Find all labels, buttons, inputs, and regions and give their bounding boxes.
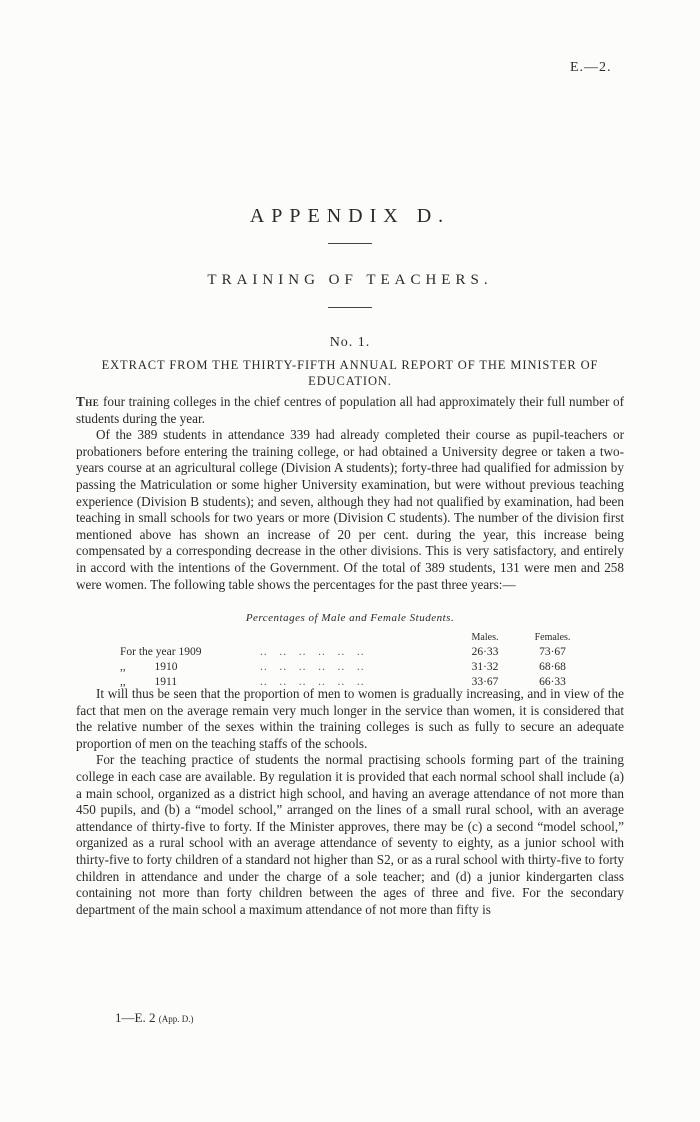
table-row bbox=[120, 661, 580, 676]
title-rule bbox=[328, 243, 372, 244]
males-value: 33·67 bbox=[471, 676, 499, 688]
paragraph-4: For the teaching practice of students the normal practising schools forming part of the training college in each case are available. By regulation it is provided that each normal school shall include (a) a main school, organized as a district high school, and having an average attendance of not more than 450 pupils, and (b) a “model school,” arranged on the lines of a small rural school, with an average attendance of thirty-five to forty. If the Minister approves, there may be (c) a second “model school,” organized as a rural school with an average attendance of seventy to eighty, as a junior school with thirty-five to forty children of a standard not higher than S2, or as a rural school with thirty-five to forty children in attendance and under the charge of a sole teacher; and (d) a junior kindergarten class containing not more than forty children between the ages of three and five. For the secondary department of the main school a maximum attendance of not more than fifty is bbox=[76, 752, 624, 917]
row-label: ,, 1911 bbox=[120, 676, 178, 688]
section-number: No. 1. bbox=[329, 335, 371, 350]
body-text-top bbox=[76, 394, 624, 593]
table-caption: Percentages of Male and Female Students. bbox=[245, 612, 455, 624]
females-value: 73·67 bbox=[539, 646, 566, 658]
row-leader-dots: .. .. .. .. .. .. bbox=[260, 661, 365, 673]
page-reference: E.—2. bbox=[570, 60, 612, 75]
column-header-females: Females. bbox=[534, 632, 571, 643]
paragraph-2: Of the 389 students in attendance 339 had already completed their course as pupil-teachers or probationers before entering the training college, or had obtained a University degree or taken a two-years course at an agricultural college (Division A students); forty-three had qualified for admission by passing the Matriculation or some higher University examination, but were without previous teaching experience (Division B students); and seven, although they had not qualified by examination, had been teaching in small schools for two years or more (Division C students). The number of the division first mentioned above has shown an increase of 20 per cent. during the year, this increase being compensated by a corresponding decrease in the other divisions. This is very satisfactory, and entirely in accord with the intentions of the Government. Of the total of 389 students, 131 were men and 258 were women. The following table shows the percentages for the past three years:— bbox=[76, 427, 624, 592]
page-footer bbox=[115, 1010, 193, 1026]
body-text-bottom bbox=[76, 686, 624, 918]
percentages-table bbox=[120, 632, 580, 691]
table-row bbox=[120, 646, 580, 661]
column-header-males: Males. bbox=[471, 632, 499, 643]
paragraph-3: It will thus be seen that the proportion of men to women is gradually increasing, and in view of the fact that men on the average remain very much longer in the service than women, it is considered that the relative number of the sexes within the training colleges is such as fully to secure an adequate proportion of men on the teaching staffs of the schools. bbox=[76, 686, 624, 751]
row-leader-dots: .. .. .. .. .. .. bbox=[260, 676, 365, 688]
males-value: 26·33 bbox=[471, 646, 499, 658]
footer-appendix-ref: (App. D.) bbox=[158, 1014, 194, 1024]
extract-heading: EXTRACT FROM THE THIRTY-FIFTH ANNUAL REPORT OF THE MINISTER OF EDUCATION. bbox=[101, 358, 599, 388]
males-value: 31·32 bbox=[471, 661, 499, 673]
females-value: 68·68 bbox=[539, 661, 566, 673]
section-subtitle: TRAINING OF TEACHERS. bbox=[207, 272, 493, 288]
subtitle-rule bbox=[328, 307, 372, 308]
row-leader-dots: .. .. .. .. .. .. bbox=[260, 646, 365, 658]
paragraph-1-lead: The bbox=[76, 394, 100, 409]
table-header-row bbox=[120, 632, 580, 646]
appendix-title: APPENDIX D. bbox=[249, 205, 451, 227]
row-label: For the year 1909 bbox=[120, 646, 202, 658]
paragraph-1 bbox=[76, 394, 624, 427]
females-value: 66·33 bbox=[539, 676, 566, 688]
paragraph-1-text: four training colleges in the chief centres of population all had approximately their full number of students during the year. bbox=[76, 394, 624, 426]
row-label: ,, 1910 bbox=[120, 661, 178, 673]
footer-signature: 1—E. 2 bbox=[115, 1010, 156, 1025]
